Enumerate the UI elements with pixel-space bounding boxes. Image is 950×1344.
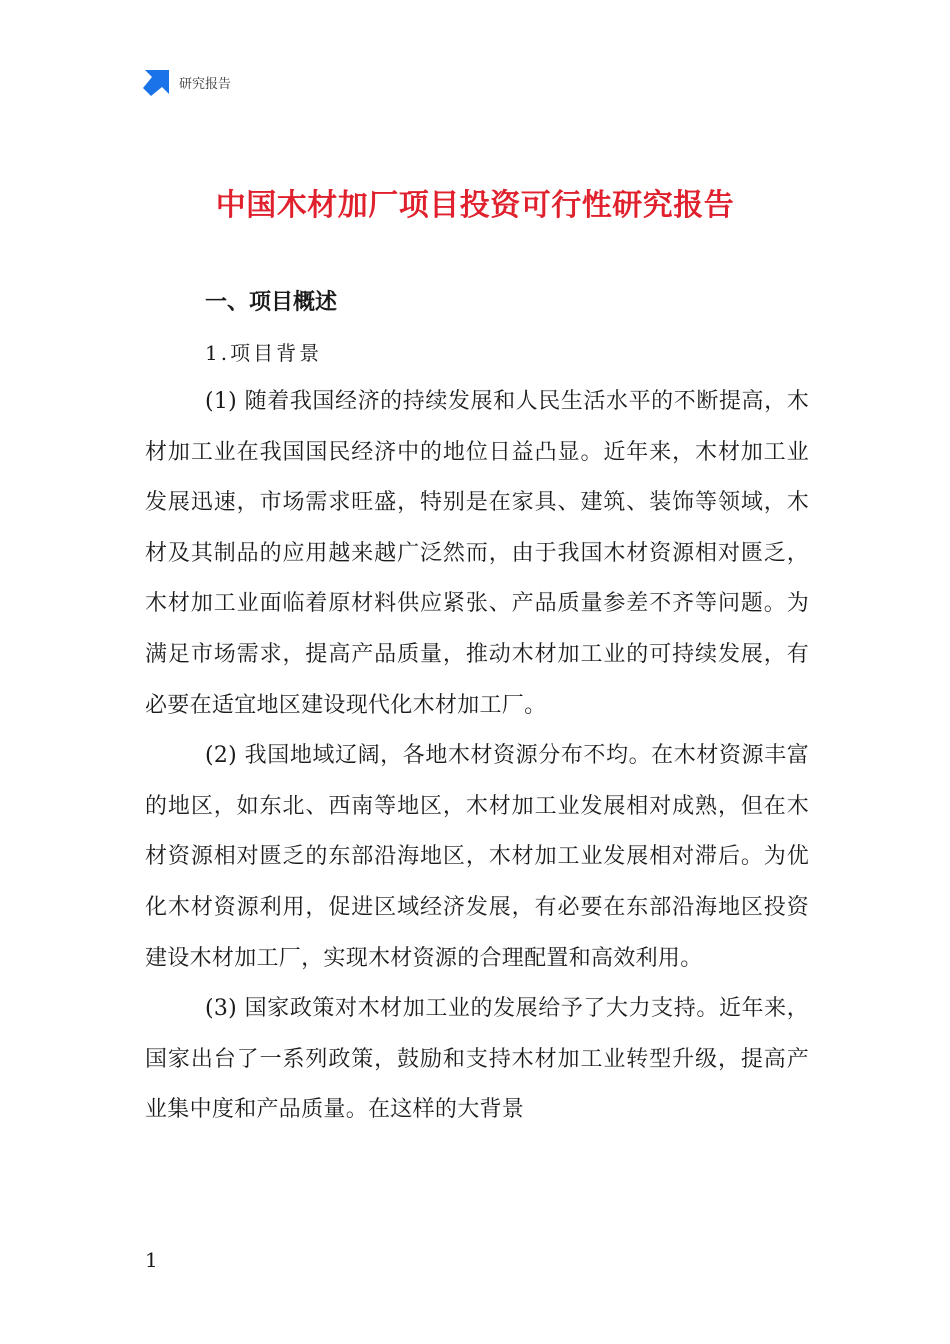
header-label: 研究报告 [179,76,232,92]
section-heading: 一、项目概述 [205,290,338,315]
page-number: 1 [145,1248,158,1272]
paragraph-2: (2) 我国地域辽阔，各地木材资源分布不均。在木材资源丰富的地区，如东北、西南等地区，木材加工业发展相对成熟，但在木材资源相对匮乏的东部沿海地区，木材加工业发展相对滞后。为优化木材资源利用，促进区域经济发展，有必要在东部沿海地区投资建设木材加工厂，实现木材资源的合理配置和高效利用。 [145,743,809,971]
subsection-heading: 1.项目背景 [205,341,323,365]
arrow-up-right-icon [143,68,171,96]
paragraph-3: (3) 国家政策对木材加工业的发展给予了大力支持。近年来，国家出台了一系列政策，鼓励和支持木材加工业转型升级，提高产业集中度和产品质量。在这样的大背景 [145,996,809,1123]
paragraph-1: (1) 随着我国经济的持续发展和人民生活水平的不断提高，木材加工业在我国国民经济中的地位日益凸显。近年来，木材加工业发展迅速，市场需求旺盛，特别是在家具、建筑、装饰等领域，木材及其制品的应用越来越广泛然而，由于我国木材资源相对匮乏，木材加工业面临着原材料供应紧张、产品质量参差不齐等问题。为满足市场需求，提高产品质量，推动木材加工业的可持续发展，有必要在适宜地区建设现代化木材加工厂。 [145,389,809,718]
document-body [145,285,809,1136]
report-header [143,68,231,96]
document-title: 中国木材加厂项目投资可行性研究报告 [215,188,735,223]
